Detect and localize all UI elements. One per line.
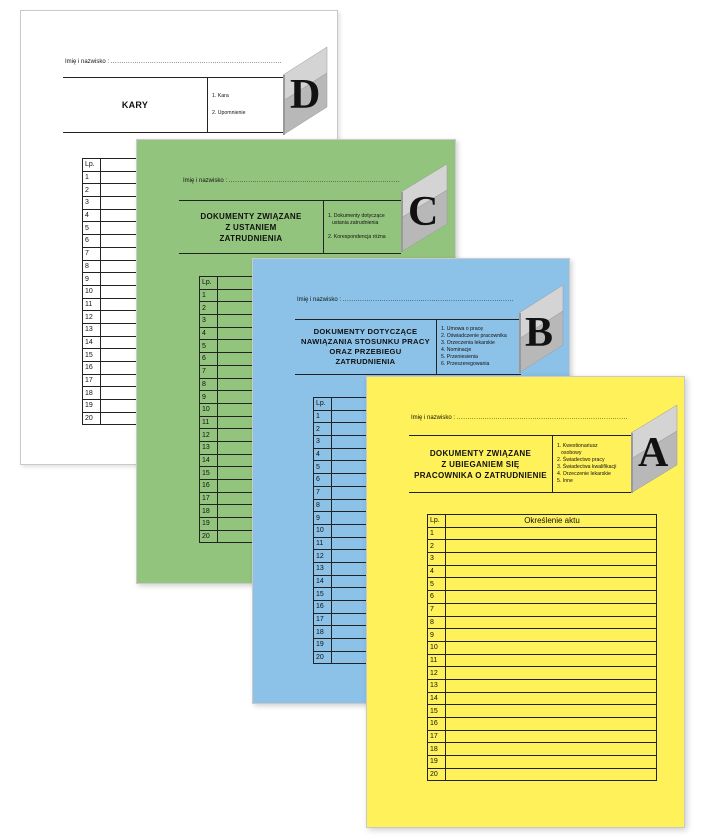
row-entry (446, 616, 657, 629)
table-row (428, 667, 657, 680)
title-line: NAWIĄZANIA STOSUNKU PRACY (300, 337, 430, 346)
row-number: 8 (83, 260, 101, 273)
name-dots: ............................................................................... (456, 415, 628, 421)
section-letter: A (638, 430, 669, 476)
row-number: 17 (428, 730, 446, 743)
section-letter: C (408, 189, 439, 235)
row-number: 12 (200, 429, 218, 442)
row-number: 19 (428, 756, 446, 769)
name-field (297, 297, 514, 303)
lp-header: Lp. (428, 515, 446, 528)
row-number: 11 (200, 416, 218, 429)
row-number: 3 (83, 197, 101, 210)
row-number: 12 (83, 311, 101, 324)
row-number: 5 (314, 461, 332, 474)
row-number: 1 (314, 410, 332, 423)
row-number: 13 (200, 441, 218, 454)
table-row (428, 705, 657, 718)
row-number: 19 (200, 518, 218, 531)
row-number: 3 (200, 315, 218, 328)
row-number: 15 (428, 705, 446, 718)
section-item: 1. Dokumenty dotyczące (328, 213, 385, 219)
section-items (437, 320, 521, 374)
description-header: Określenie aktu (446, 515, 657, 528)
title-line: DOKUMENTY ZWIĄZANE (200, 211, 302, 221)
row-number: 6 (200, 353, 218, 366)
row-entry (446, 540, 657, 553)
name-dots: ............................................................................... (110, 59, 282, 65)
title-line: Z USTANIEM (225, 222, 277, 232)
row-number: 12 (314, 550, 332, 563)
row-number: 4 (314, 448, 332, 461)
row-entry (446, 603, 657, 616)
table-row (428, 591, 657, 604)
title-line: ORAZ PRZEBIEGU (329, 347, 402, 356)
row-number: 6 (428, 591, 446, 604)
row-number: 9 (83, 273, 101, 286)
table-row (428, 527, 657, 540)
row-number: 6 (314, 474, 332, 487)
table-row (428, 578, 657, 591)
table-row (428, 756, 657, 769)
name-dots: ............................................................................... (342, 297, 514, 303)
row-number: 17 (83, 374, 101, 387)
section-title: KARY (63, 78, 208, 132)
lp-header: Lp. (314, 398, 332, 411)
name-label: Imię i nazwisko : (411, 415, 456, 421)
table-row (428, 540, 657, 553)
row-number: 16 (200, 480, 218, 493)
row-number: 8 (428, 616, 446, 629)
row-number: 15 (83, 349, 101, 362)
lp-header: Lp. (200, 277, 218, 290)
row-number: 10 (428, 641, 446, 654)
row-number: 14 (83, 336, 101, 349)
table-row (428, 679, 657, 692)
section-header (295, 319, 521, 375)
row-entry (446, 565, 657, 578)
table-row (428, 565, 657, 578)
row-entry (446, 641, 657, 654)
row-number: 9 (314, 512, 332, 525)
table-row (428, 654, 657, 667)
row-number: 10 (83, 285, 101, 298)
section-items (208, 78, 283, 132)
table-row (428, 603, 657, 616)
section-title (295, 320, 437, 374)
letter-cube-d (283, 45, 331, 135)
section-item: 1. Kwestionariusz (557, 443, 598, 449)
section-item: 1. Kara (212, 93, 229, 99)
name-field (65, 59, 282, 65)
row-number: 13 (83, 323, 101, 336)
table-row (428, 641, 657, 654)
section-item: 4. Orzeczenie lekarskie (557, 471, 611, 477)
row-number: 2 (428, 540, 446, 553)
section-item: osobowy (561, 450, 582, 456)
row-entry (446, 743, 657, 756)
table-row (428, 743, 657, 756)
row-number: 18 (428, 743, 446, 756)
row-number: 11 (428, 654, 446, 667)
section-title (179, 201, 324, 253)
title-line: ZATRUDNIENIA (335, 357, 396, 366)
row-number: 7 (83, 247, 101, 260)
row-number: 15 (314, 588, 332, 601)
lp-header: Lp. (83, 159, 101, 172)
row-entry (446, 730, 657, 743)
section-item: 4. Nominacje (441, 347, 472, 353)
row-entry (446, 654, 657, 667)
section-header (63, 77, 283, 133)
records-body (428, 527, 657, 781)
row-number: 16 (83, 362, 101, 375)
row-number: 4 (200, 327, 218, 340)
row-number: 7 (314, 486, 332, 499)
row-entry (446, 629, 657, 642)
letter-cube-c (401, 162, 451, 252)
section-header (409, 435, 631, 493)
row-number: 17 (314, 613, 332, 626)
row-number: 10 (314, 524, 332, 537)
row-number: 1 (83, 171, 101, 184)
row-number: 9 (428, 629, 446, 642)
section-items (553, 436, 631, 492)
section-item: 5. Przeniesienia (441, 354, 478, 360)
row-entry (446, 718, 657, 731)
section-item: 2. Upomnienie (212, 110, 246, 116)
section-item: 2. Świadectwo pracy (557, 457, 605, 463)
sheet-a-ubieganie (366, 376, 685, 828)
row-number: 9 (200, 391, 218, 404)
section-header (179, 200, 401, 254)
name-field (183, 178, 400, 184)
title-line: Z UBIEGANIEM SIĘ (441, 459, 520, 469)
section-items (324, 201, 401, 253)
letter-cube-a (631, 403, 681, 493)
section-letter: B (525, 310, 554, 356)
row-entry (446, 591, 657, 604)
title-line: DOKUMENTY DOTYCZĄCE (313, 327, 418, 336)
letter-cube-b (519, 283, 567, 373)
row-number: 2 (200, 302, 218, 315)
row-number: 19 (314, 639, 332, 652)
table-row (428, 718, 657, 731)
row-number: 14 (314, 575, 332, 588)
section-item: ustania zatrudnienia (332, 220, 379, 226)
section-item: 3. Świadectwa kwalifikacji (557, 464, 617, 470)
row-entry (446, 768, 657, 781)
row-entry (446, 578, 657, 591)
table-row (428, 629, 657, 642)
row-number: 5 (428, 578, 446, 591)
row-number: 4 (428, 565, 446, 578)
row-number: 8 (200, 378, 218, 391)
row-number: 3 (428, 553, 446, 566)
section-item: 6. Przeszeregowania (441, 361, 490, 367)
table-row (428, 616, 657, 629)
row-entry (446, 679, 657, 692)
row-number: 13 (314, 562, 332, 575)
row-number: 8 (314, 499, 332, 512)
row-number: 18 (200, 505, 218, 518)
row-entry (446, 705, 657, 718)
row-entry (446, 756, 657, 769)
section-item: 5. Inne (557, 478, 573, 484)
row-number: 20 (314, 651, 332, 664)
row-number: 10 (200, 403, 218, 416)
name-label: Imię i nazwisko : (65, 59, 110, 65)
row-number: 20 (428, 768, 446, 781)
row-number: 16 (314, 601, 332, 614)
row-number: 18 (83, 387, 101, 400)
row-number: 18 (314, 626, 332, 639)
row-number: 3 (314, 436, 332, 449)
name-label: Imię i nazwisko : (297, 297, 342, 303)
section-item: 2. Korespondencja różna (328, 234, 386, 240)
name-label: Imię i nazwisko : (183, 178, 228, 184)
row-number: 1 (200, 289, 218, 302)
row-number: 20 (83, 412, 101, 425)
name-dots: ............................................................................... (228, 178, 400, 184)
row-number: 5 (200, 340, 218, 353)
row-number: 7 (428, 603, 446, 616)
row-number: 4 (83, 209, 101, 222)
row-number: 5 (83, 222, 101, 235)
row-number: 6 (83, 235, 101, 248)
title-line: ZATRUDNIENIA (219, 233, 283, 243)
row-number: 17 (200, 492, 218, 505)
row-entry (446, 692, 657, 705)
section-title (409, 436, 553, 492)
row-number: 14 (428, 692, 446, 705)
row-number: 20 (200, 530, 218, 543)
row-entry (446, 553, 657, 566)
row-number: 15 (200, 467, 218, 480)
title-line: PRACOWNIKA O ZATRUDNIENIE (414, 470, 547, 480)
row-number: 11 (83, 298, 101, 311)
table-row (428, 730, 657, 743)
records-table (427, 514, 657, 781)
section-item: 3. Orzeczenia lekarskie (441, 340, 495, 346)
row-number: 1 (428, 527, 446, 540)
row-number: 12 (428, 667, 446, 680)
table-row (428, 553, 657, 566)
title-line: DOKUMENTY ZWIĄZANE (429, 448, 532, 458)
row-number: 14 (200, 454, 218, 467)
section-item: 2. Oświadczenie pracownika (441, 333, 507, 339)
section-item: 1. Umowa o pracę (441, 326, 484, 332)
row-number: 16 (428, 718, 446, 731)
row-entry (446, 527, 657, 540)
table-row (428, 692, 657, 705)
section-letter: D (290, 72, 321, 118)
row-entry (446, 667, 657, 680)
row-number: 11 (314, 537, 332, 550)
row-number: 2 (83, 184, 101, 197)
row-number: 19 (83, 400, 101, 413)
table-row (428, 768, 657, 781)
name-field (411, 415, 628, 421)
row-number: 13 (428, 679, 446, 692)
row-number: 7 (200, 365, 218, 378)
row-number: 2 (314, 423, 332, 436)
